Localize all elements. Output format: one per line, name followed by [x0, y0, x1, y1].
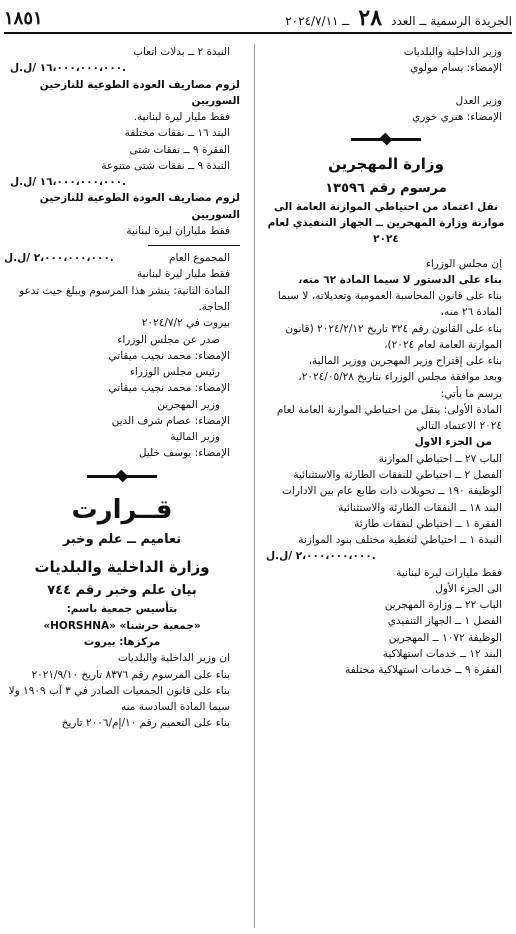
notice-title: بيان علم وخبر رقم ٧٤٤	[47, 583, 197, 599]
ministry-heading: وزارة الداخلية والبلديات	[34, 558, 210, 577]
right-column	[260, 44, 512, 930]
budget-line: البند ١٨ ــ النفقات الطارئة والاستثنائية	[338, 501, 502, 514]
text-line: بناء على التعميم رقم ١٠/إم/٢٠٠٦ تاريخ	[61, 717, 230, 730]
text-line: بناء على القانون رقم ٣٢٤ تاريخ ٢٠٢٤/٢/١٢ (قانون الموازنة العامة لعام ٢٠٢٤)،	[285, 322, 502, 351]
budget-line: الوظيفة ١٩٠ ــ تحويلات ذات طابع عام بين الادارات	[282, 485, 502, 498]
budget-line: الفقرة ٩ ــ خدمات استهلاكية مختلفة	[344, 664, 502, 677]
budget-line: الفقرة ١ ــ احتياطي لنفقات طارئة	[354, 517, 502, 530]
left-column	[4, 44, 240, 930]
text-line: فقط مليار ليرة لبنانية	[137, 268, 230, 281]
decree-title: مرسوم رقم ١٣٥٩٦	[325, 180, 447, 196]
header-title-group	[285, 5, 512, 31]
budget-line: الفصل ٢ ــ احتياطي للنفقات الطارئة والاستثنائية	[293, 468, 502, 481]
purpose-title: لزوم مصاريف العودة الطوعية للنازحين السوريين	[39, 78, 240, 107]
text-line: بناء على قانون الجمعيات الصادر في ٣ آب ١٩٠٩ ولا سيما المادة السادسة منه	[8, 684, 230, 714]
budget-line: فقط مليار ليرة لبنانية.	[133, 111, 230, 124]
signature-line: رئيس مجلس الوزراء	[129, 366, 220, 379]
signature-line: وزير المالية	[170, 431, 220, 444]
transfer-amount: ٢،٠٠٠،٠٠٠،٠٠٠ /ل.ل.	[266, 550, 376, 563]
decisions-heading: قــرارت	[71, 494, 173, 525]
text-line: بناء على المرسوم رقم ٨٣٧٦ تاريخ ٢٠٢١/٩/١٠	[31, 668, 230, 681]
text-line: بناء على إقتراح وزير المهجرين ووزير المالية،	[308, 355, 502, 368]
issue-number: ٢٨	[358, 5, 383, 31]
column-divider	[254, 44, 255, 928]
page-number: ١٨٥١	[4, 7, 43, 29]
budget-line: الباب ٢٧ ــ احتياطي الموازنة	[378, 452, 502, 465]
association-name: «جمعية حرشنا» «HORSHNA»	[43, 619, 201, 632]
budget-line: فقط مليارات ليرة لبنانية	[396, 566, 502, 579]
decree-subject: نقل اعتماد من احتياطي الموازنة العامة الى موازنة وزارة المهجرين ــ الجهاز التنفيذي لعام ٢٠٢٤	[267, 200, 505, 246]
amount-line: ١٦،٠٠٠،٠٠٠،٠٠٠ /ل.ل.	[10, 62, 127, 75]
header-title: الجريدة الرسمية ــ العدد	[391, 14, 512, 28]
text-line	[260, 77, 512, 93]
total-rule	[148, 245, 240, 246]
signature-line: الإمضاء: محمد نجيب ميقاتي	[108, 382, 230, 395]
date-line: بيروت في ٢٠٢٤/٧/٢	[141, 317, 230, 330]
signature-line: صدر عن مجلس الوزراء	[117, 333, 220, 346]
association-center: مركزها: بيروت	[83, 636, 161, 648]
budget-line: الفصل ١ ــ الجهاز التنفيذي	[387, 615, 502, 628]
notice-subject: بتأسيس جمعية باسم:	[66, 603, 178, 616]
signature-line: الإمضاء: محمد نجيب ميقاتي	[108, 349, 230, 362]
budget-line: الى الجزء الأول	[435, 582, 502, 595]
issue-date: ــ ٢٠٢٤/٧/١١	[285, 14, 350, 28]
budget-line: الفقرة ٩ ــ نفقات شتى	[129, 143, 230, 156]
budget-line: الوظيفة ١٠٧٢ ــ المهجرين	[388, 631, 502, 644]
signature-line: الإمضاء: عصام شرف الدين	[111, 414, 230, 427]
text-line: وزير العدل	[455, 94, 502, 107]
text-line: الإمضاء: هنري خوري	[412, 111, 502, 124]
budget-line: النبذة ٩ ــ نفقات شتى متنوعة	[101, 159, 230, 172]
article-one: المادة الأولى: ينقل من احتياطي الموازنة العامة لعام ٢٠٢٤ الاعتماد التالي	[276, 403, 502, 433]
section-separator	[87, 472, 157, 480]
budget-line: الباب ٢٢ ــ وزارة المهجرين	[384, 599, 502, 612]
text-line: بناء على الدستور لا سيما المادة ٦٢ منه،	[298, 273, 502, 286]
page-header	[4, 4, 512, 34]
signature-line: الإمضاء: يوسف خليل	[138, 447, 230, 460]
article-two: المادة الثانية: ينشر هذا المرسوم ويبلغ حيث تدعو الحاجة.	[19, 284, 230, 313]
circulars-heading: تعاميم ــ علم وخبر	[62, 531, 182, 547]
signature-line: وزير المهجرين	[157, 398, 220, 411]
text-line: وبعد موافقة مجلس الوزراء بتاريخ ٢٠٢٤/٠٥/٢٨،	[298, 371, 502, 384]
text-line: ان وزير الداخلية والبلديات	[117, 652, 230, 665]
purpose-title: لزوم مصاريف العودة الطوعية للنازحين السوريين	[39, 192, 240, 221]
text-line: بناء على قانون المحاسبة العمومية وتعديلاته، لا سيما المادة ٢٦ منه،	[277, 290, 502, 319]
amount-line: ١٦،٠٠٠،٠٠٠،٠٠٠ /ل.ل.	[10, 176, 127, 189]
budget-line: النبذة ٢ ــ بدلات اتعاب	[133, 46, 230, 58]
from-heading: من الجزء الاول	[414, 436, 492, 449]
budget-line: النبذة ١ ــ احتياطي لتغطية مختلف بنود الموازنة	[298, 534, 502, 547]
text-line: وزير الداخلية والبلديات	[403, 46, 502, 58]
ministry-heading: وزارة المهجرين	[328, 155, 444, 174]
text-line: إن مجلس الوزراء	[425, 257, 502, 270]
text-line: الإمضاء: بسام مولوي	[410, 62, 502, 75]
budget-line: البند ١٢ ــ خدمات استهلاكية	[382, 647, 502, 660]
text-line: يرسم ما يأتي:	[440, 387, 502, 400]
section-separator	[351, 135, 421, 143]
budget-line: البند ١٦ ــ نفقات مختلفة	[124, 127, 230, 140]
budget-line: فقط ملياران ليرة لبنانية	[126, 224, 230, 237]
total-amount: ٢،٠٠٠،٠٠٠،٠٠٠ /ل.ل.	[4, 252, 114, 265]
total-label: المجموع العام	[169, 252, 230, 265]
total-row	[4, 250, 240, 266]
